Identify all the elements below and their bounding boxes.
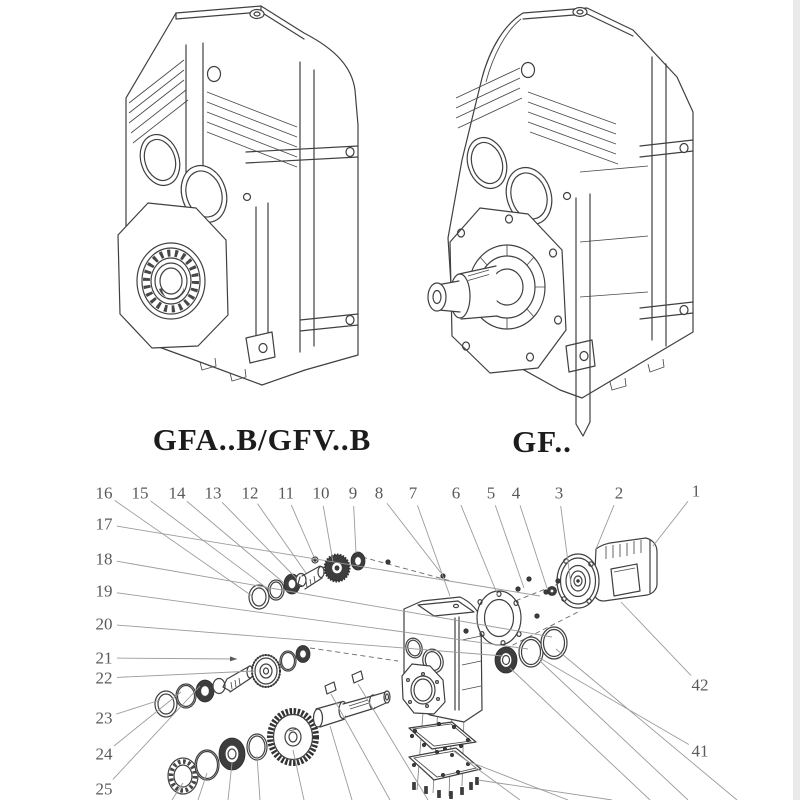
part-number-14: 14 [168, 483, 186, 503]
part-number-10: 10 [312, 483, 330, 503]
leader-line [114, 692, 181, 746]
leader-line [150, 501, 268, 589]
part-number-15: 15 [131, 483, 149, 503]
scan-edge-shade [793, 0, 800, 800]
part-number-5: 5 [486, 483, 496, 503]
small-bearing [296, 646, 310, 663]
spacer-ring [351, 552, 365, 570]
part-number-11: 11 [277, 483, 295, 503]
leader-line [323, 506, 333, 562]
shaft-keys [325, 671, 363, 694]
part-number-19: 19 [95, 581, 113, 601]
leader-line [417, 505, 450, 596]
leader-line [257, 756, 260, 800]
leader-line [354, 506, 356, 553]
exploded-view [155, 538, 657, 799]
leader-line [478, 780, 612, 800]
leader-line [495, 505, 524, 588]
part-number-7: 7 [408, 483, 418, 503]
leader-line [538, 657, 689, 744]
part-number-12: 12 [241, 483, 259, 503]
snap-ring [195, 750, 219, 780]
leader-line [187, 501, 284, 583]
gear-housing [402, 597, 482, 722]
ring [280, 651, 296, 671]
gasket [409, 722, 476, 751]
washer [296, 574, 306, 587]
leader-line [540, 661, 688, 800]
leader-line [653, 501, 688, 546]
leader-line [257, 504, 306, 573]
part-number-9: 9 [348, 483, 358, 503]
solid-output-shaft [428, 266, 497, 319]
gearbox-drawing-gfab [118, 6, 358, 385]
leader-arrowhead [230, 656, 237, 661]
part-number-23: 23 [95, 708, 113, 728]
part-number-17: 17 [95, 514, 113, 534]
part-number-21: 21 [95, 648, 113, 668]
ball-bearing [168, 758, 198, 794]
leader-line [115, 500, 252, 596]
leader-line [117, 658, 237, 659]
bearing [196, 680, 214, 702]
part-number-13: 13 [204, 483, 222, 503]
motor-flange-ring [477, 591, 521, 645]
motor-flange [557, 554, 599, 608]
part-number-42: 42 [691, 675, 709, 695]
terminal-box [611, 564, 640, 596]
part-number-1: 1 [691, 481, 701, 501]
leader-line [291, 505, 314, 557]
upper-gear-train [249, 552, 365, 609]
part-number-4: 4 [511, 483, 521, 503]
part-number-18: 18 [95, 549, 113, 569]
leader-line [556, 649, 737, 800]
part-number-20: 20 [95, 614, 113, 634]
leader-line [461, 505, 498, 596]
part-number-24: 24 [95, 744, 113, 764]
model-label-gf: GF.. [512, 424, 572, 459]
output-gear [270, 711, 316, 763]
leader-line [621, 602, 691, 676]
leader-line [116, 700, 160, 714]
part-number-25: 25 [95, 779, 113, 799]
part-number-2: 2 [614, 483, 624, 503]
gearbox-drawing-gf [428, 8, 693, 437]
part-number-3: 3 [554, 483, 564, 503]
bearing-cap [249, 585, 269, 609]
part-number-8: 8 [374, 483, 384, 503]
part-number-16: 16 [95, 483, 113, 503]
small-gear [325, 555, 350, 582]
pan-bolts [413, 778, 479, 799]
motor [548, 538, 658, 608]
retaining-ring [519, 637, 543, 667]
leader-line [117, 671, 254, 677]
motor-shaft-nut [548, 587, 557, 596]
model-label-gfab: GFA..B/GFV..B [152, 422, 372, 457]
leader-line [510, 668, 650, 800]
part-number-41: 41 [691, 741, 709, 761]
leader-line [330, 726, 352, 800]
input-bearing [495, 647, 517, 673]
part-number-22: 22 [95, 668, 113, 688]
output-shaft [314, 691, 391, 727]
leader-line [520, 505, 547, 588]
intermediate-gear [252, 655, 280, 687]
snap-ring [176, 684, 196, 708]
middle-gear-train [155, 646, 310, 718]
part-number-6: 6 [451, 483, 461, 503]
pinion-shaft [223, 666, 253, 692]
hollow-shaft-bearing [137, 243, 205, 319]
leader-line [387, 503, 441, 573]
end-screw [312, 557, 318, 563]
oil-seal-ring [541, 627, 567, 659]
